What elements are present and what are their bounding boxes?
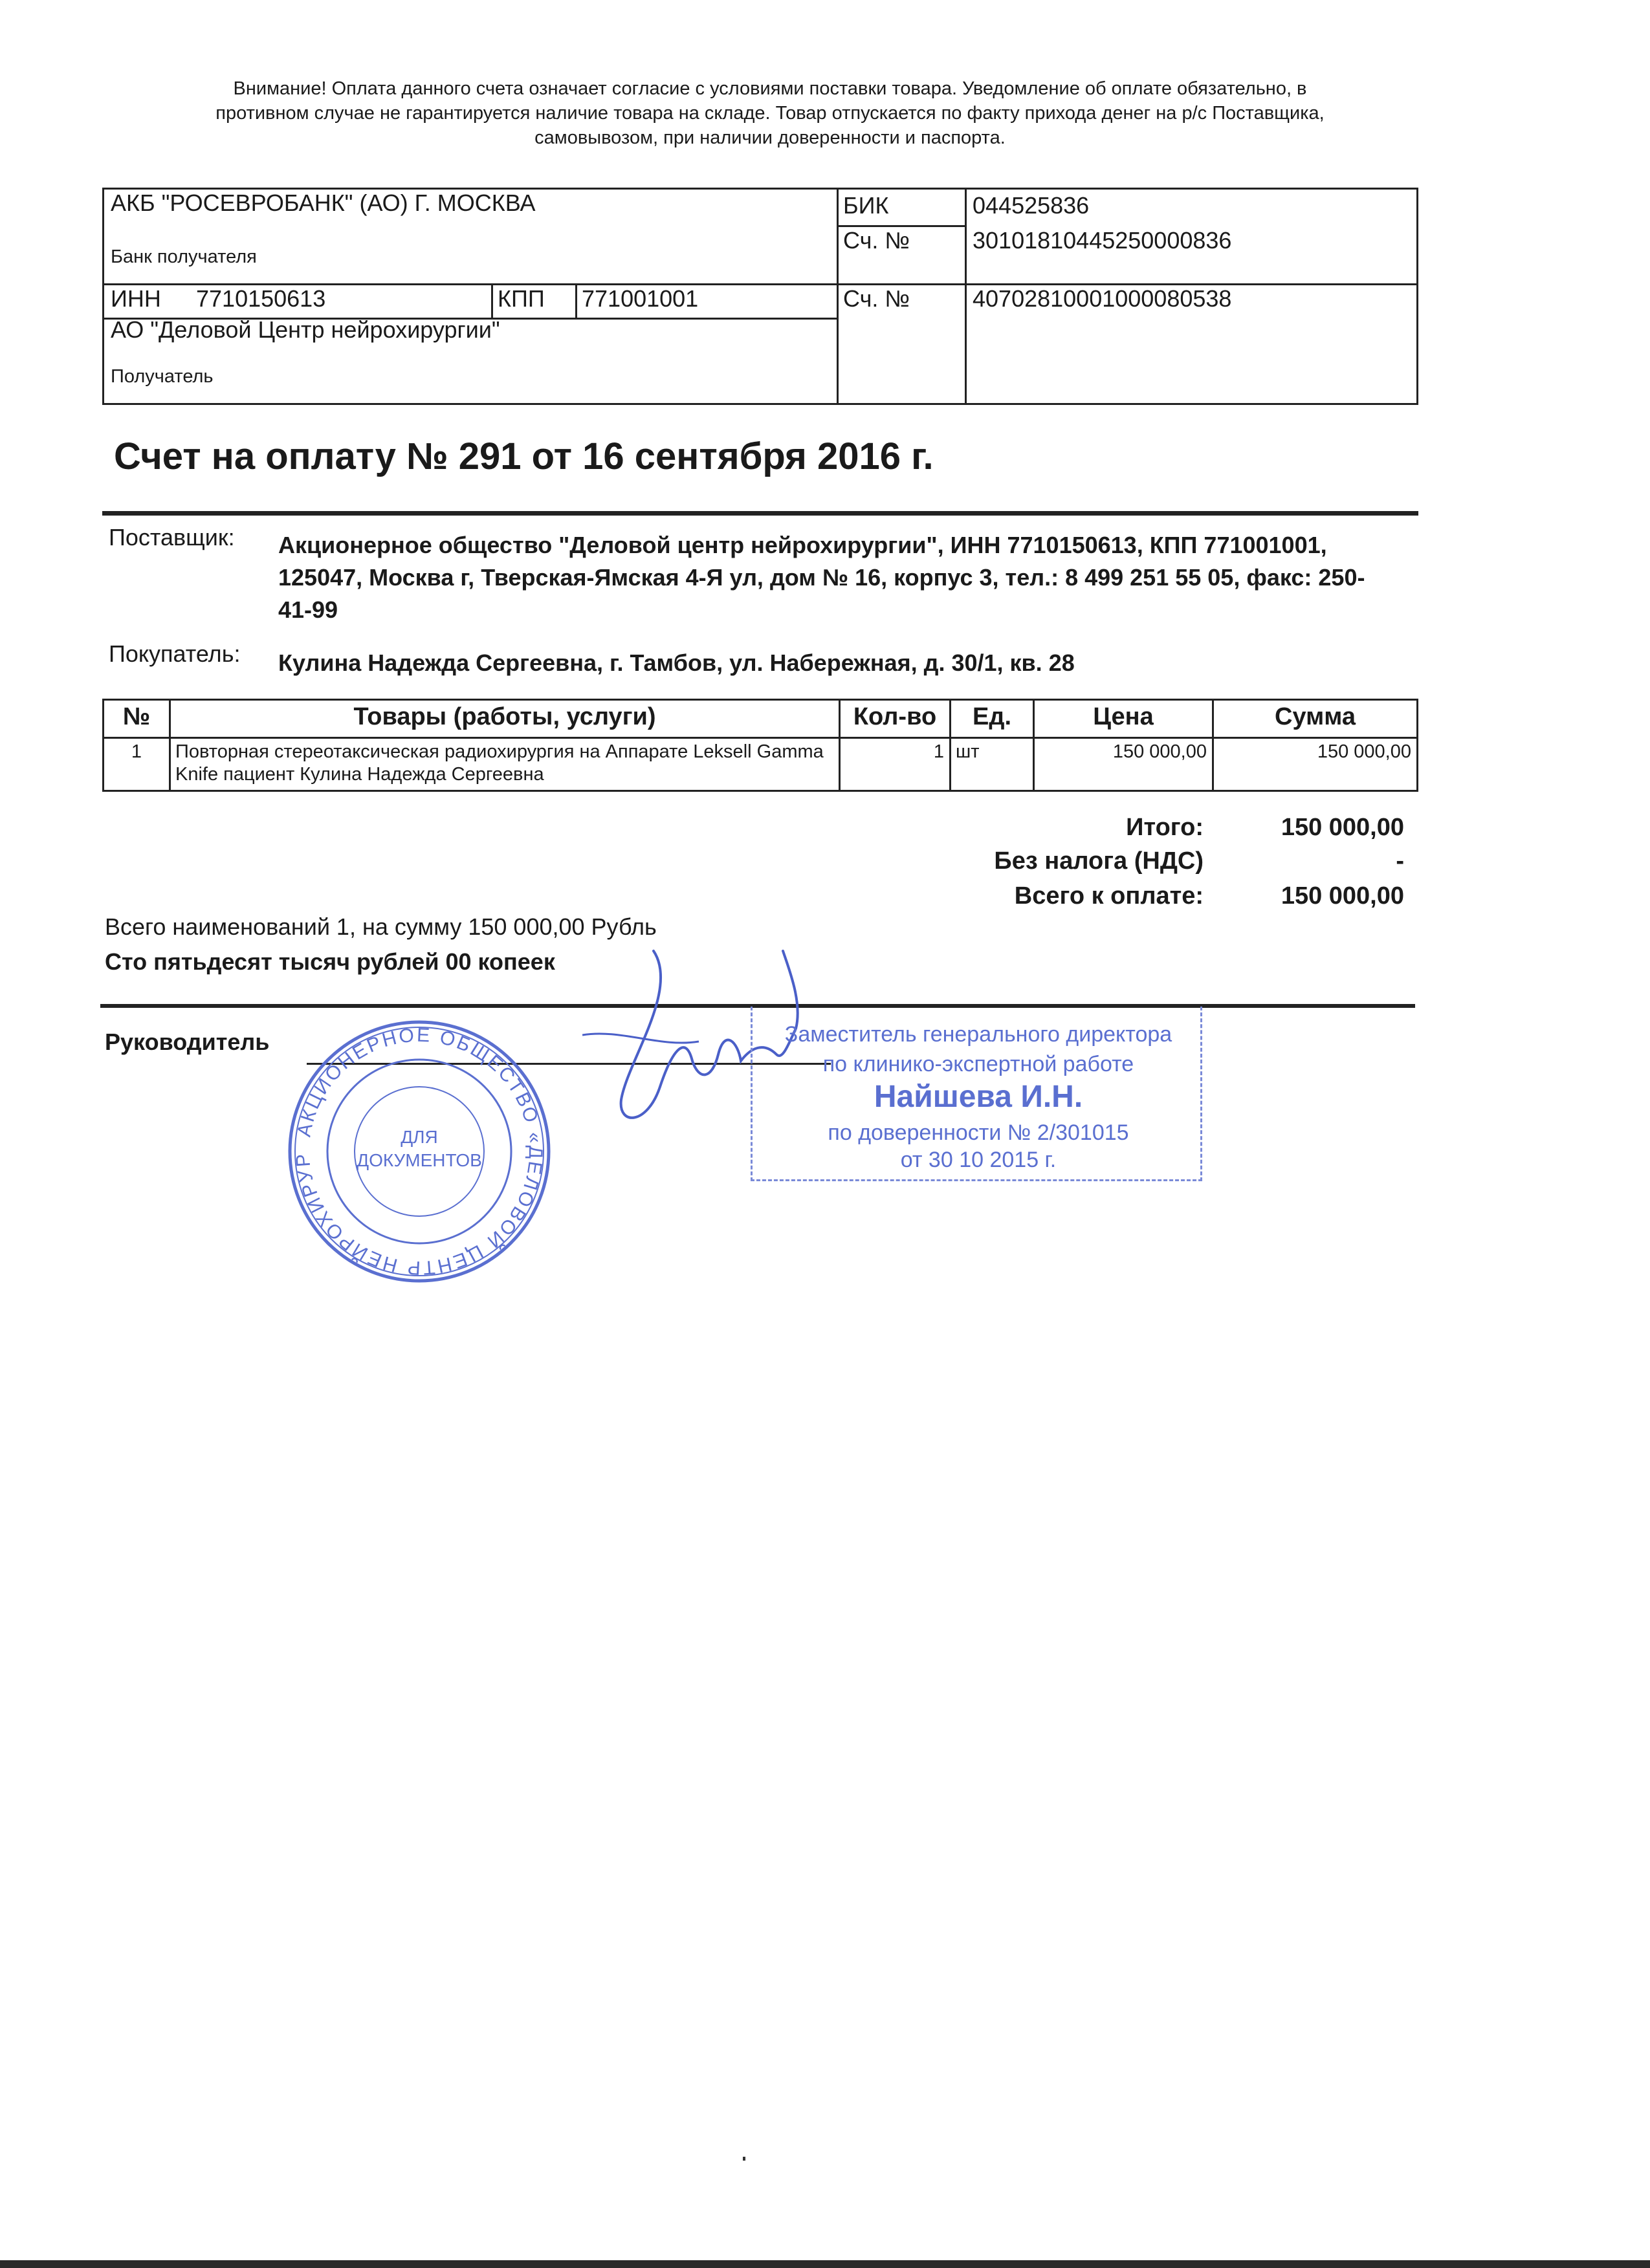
supplier-label: Поставщик:	[109, 524, 235, 551]
scan-speck	[743, 2157, 745, 2161]
title-rule	[102, 511, 1418, 516]
col-header-number: №	[122, 703, 151, 730]
row-sum: 150 000,00	[1317, 741, 1411, 762]
vat-value: -	[1396, 847, 1404, 875]
col-header-unit: Ед.	[972, 703, 1012, 730]
row-goods-name: Повторная стереотаксическая радиохирургия на Аппарате Leksell Gamma Knife пациент Кулина Надежда Сергеевна	[175, 741, 824, 785]
row-number: 1	[131, 741, 142, 762]
bik-value: 044525836	[973, 192, 1090, 219]
rect-stamp	[751, 1007, 1202, 1181]
inn-label: ИНН	[111, 285, 161, 312]
bank-name: АКБ "РОСЕВРОБАНК" (АО) Г. МОСКВА	[111, 190, 536, 216]
rect-stamp-position: Заместитель генерального директора	[784, 1022, 1172, 1047]
rect-stamp-department: по клинико-экспертной работе	[822, 1052, 1134, 1076]
col-header-sum: Сумма	[1275, 703, 1356, 730]
kpp-label: КПП	[498, 285, 545, 312]
inn-value: 7710150613	[196, 285, 326, 312]
amount-in-words: Сто пятьдесят тысяч рублей 00 копеек	[105, 948, 555, 975]
scan-bottom-edge	[0, 2260, 1650, 2268]
supplier-value: Акционерное общество "Деловой центр нейрохирургии", ИНН 7710150613, КПП 771001001, 125047, Москва г, Тверская-Ямская 4-Я ул, дом № 16, корпус 3, тел.: 8 499 251 55 05, факс: 250-41-99	[278, 532, 1365, 623]
corr-account-value: 30101810445250000836	[973, 227, 1232, 254]
buyer-value: Кулина Надежда Сергеевна, г. Тамбов, ул. Набережная, д. 30/1, кв. 28	[278, 649, 1075, 676]
col-header-price: Цена	[1093, 703, 1154, 730]
total-label: Итого:	[1126, 814, 1204, 841]
rect-stamp-date: от 30 10 2015 г.	[900, 1148, 1057, 1172]
items-summary: Всего наименований 1, на сумму 150 000,00 Рубль	[105, 913, 657, 940]
row-unit: шт	[956, 741, 980, 762]
rect-stamp-name: Найшева И.Н.	[874, 1080, 1083, 1114]
signature-label: Руководитель	[105, 1029, 270, 1055]
col-header-qty: Кол-во	[853, 703, 937, 730]
account-label: Сч. №	[843, 285, 910, 312]
total-value: 150 000,00	[1281, 814, 1404, 841]
due-label: Всего к оплате:	[1014, 882, 1204, 910]
round-stamp-ring-text: АКЦИОНЕРНОЕ ОБЩЕСТВО «ДЕЛОВОЙ ЦЕНТР НЕЙРОХИРУР	[292, 1024, 547, 1279]
recipient-name: АО "Деловой Центр нейрохирургии"	[111, 316, 500, 343]
round-stamp	[283, 1016, 555, 1287]
row-qty: 1	[933, 741, 944, 762]
recipient-label: Получатель	[111, 366, 214, 387]
rect-stamp-power-of-attorney: по доверенности № 2/301015	[828, 1120, 1129, 1145]
kpp-value: 771001001	[582, 285, 699, 312]
round-stamp-center: ДЛЯ ДОКУМЕНТОВ	[357, 1127, 482, 1170]
due-value: 150 000,00	[1281, 882, 1404, 910]
vat-label: Без налога (НДС)	[994, 847, 1204, 875]
account-value: 40702810001000080538	[973, 285, 1232, 312]
bank-label: Банк получателя	[111, 246, 257, 267]
corr-account-label: Сч. №	[843, 227, 910, 254]
invoice-title: Счет на оплату № 291 от 16 сентября 2016 г.	[114, 435, 934, 477]
buyer-label: Покупатель:	[109, 640, 241, 667]
col-header-goods: Товары (работы, услуги)	[353, 703, 656, 730]
payment-notice: Внимание! Оплата данного счета означает согласие с условиями поставки товара. Уведомление об оплате обязательно, в противном случае не гарантируется наличие товара на складе. Товар отпускается по факту прихода денег на р/с Поставщика, самовывозом, при наличии доверенности и паспорта.	[215, 78, 1325, 148]
bank-details-table	[102, 188, 1418, 405]
bik-label: БИК	[843, 192, 889, 219]
goods-table	[102, 699, 1418, 792]
row-price: 150 000,00	[1112, 741, 1207, 762]
